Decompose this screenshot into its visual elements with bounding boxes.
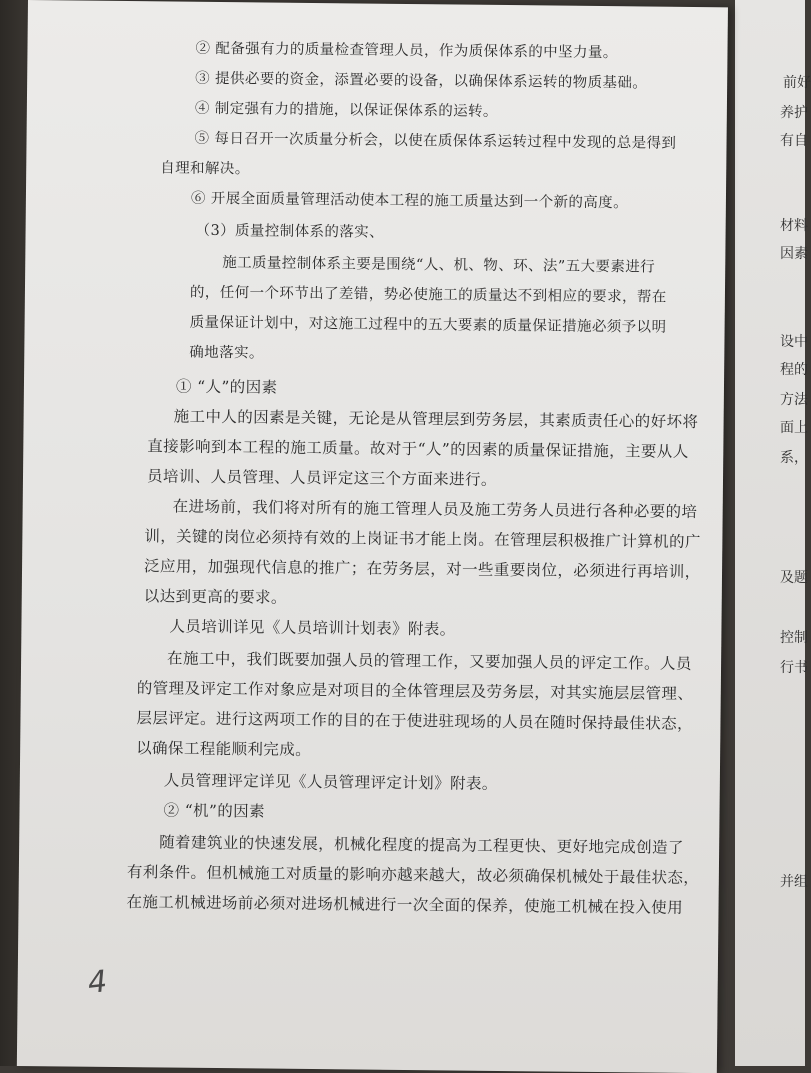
text-line: 施工中人的因素是关键，无论是从管理层到劳务层，其素质责任心的好坏将	[173, 407, 699, 432]
adjacent-fragment: 系，	[780, 450, 808, 466]
adjacent-fragment: 材料	[780, 218, 808, 234]
text-line: 直接影响到本工程的施工质量。故对于“人”的因素的质量保证措施，主要从人	[147, 437, 689, 461]
list-item: ⑤ 每日召开一次质量分析会，以使在质保体系运转过程中发现的总是得到	[194, 130, 677, 152]
text-line: 员培训、人员管理、人员评定这三个方面来进行。	[146, 467, 497, 489]
text-line: 在进场前，我们将对所有的施工管理人员及施工劳务人员进行各种必要的培	[172, 497, 698, 522]
list-item: ③ 提供必要的资金，添置必要的设备，以确保体系运转的物质基础。	[195, 70, 648, 92]
text-line: 在施工机械进场前必须对进场机械进行一次全面的保养，使施工机械在投入使用	[126, 893, 684, 917]
text-line: 的管理及评定工作对象应是对项目的全体管理层及劳务层，对其实施层层管理、	[136, 679, 694, 704]
intro-paragraph	[189, 248, 667, 373]
intro-line: 的，任何一个环节出了差错，势必使施工的质量达不到相应的要求，帮在	[189, 284, 667, 306]
adjacent-fragment: 面上	[780, 420, 808, 436]
intro-line: 质量保证计划中，对这施工过程中的五大要素的质量保证措施必须予以明	[189, 314, 667, 336]
list-item-continuation	[160, 153, 250, 184]
text-line: 泛应用，加强现代信息的推广；在劳务层，对一些重要岗位，必须进行再培训，	[143, 557, 701, 582]
adjacent-fragment: 因素	[780, 246, 808, 262]
factor2-paragraph-1	[126, 827, 699, 923]
factor1-paragraph-2	[144, 491, 702, 617]
adjacent-fragment: 前好	[783, 75, 811, 91]
adjacent-fragment: 程的	[780, 362, 808, 378]
text-line: 层层评定。进行这两项工作的目的在于使进驻现场的人员在随时保持最佳状态，	[136, 709, 694, 734]
factor1-paragraph-5: 人员管理评定详见《人员管理评定计划》附表。	[163, 771, 498, 793]
factor1-paragraph-1	[147, 401, 699, 497]
intro-line: 施工质量控制体系主要是围绕“人、机、物、环、法”五大要素进行	[222, 255, 656, 276]
adjacent-fragment: 控制	[780, 630, 808, 646]
factor2-heading: ② “机”的因素	[163, 801, 266, 821]
adjacent-fragment: 设中	[780, 334, 808, 350]
text-line: 训，关键的岗位必须持有效的上岗证书才能上岗。在管理层积极推广计算机的广	[144, 527, 701, 552]
list-item: ⑥ 开展全面质量管理活动使本工程的施工质量达到一个新的高度。	[190, 190, 629, 212]
text-line: 在施工中，我们既要加强人员的管理工作，又要加强人员的评定工作。人员	[167, 649, 692, 673]
adjacent-fragment: 养护	[780, 105, 808, 121]
list-item: ② 配备强有力的质量检查管理人员，作为质保体系的中坚力量。	[195, 40, 618, 62]
text-line: 以达到更高的要求。	[143, 587, 287, 607]
adjacent-page	[735, 0, 811, 1066]
adjacent-fragment: 方法	[780, 392, 808, 408]
handwritten-page-number: 4	[86, 964, 109, 1001]
text-line: 以确保工程能顺利完成。	[136, 739, 312, 760]
adjacent-fragment: 并组	[780, 874, 808, 890]
list-item-6	[191, 184, 628, 219]
list-item: ④ 制定强有力的措施，以保证保体系的运转。	[194, 100, 498, 120]
section-heading: （3）质量控制体系的落实、	[195, 222, 385, 241]
intro-line: 确地落实。	[189, 344, 264, 362]
list-item: 自理和解决。	[160, 160, 250, 178]
list-block	[194, 34, 677, 159]
document-page	[17, 0, 728, 1073]
adjacent-fragment: 有自	[780, 133, 808, 149]
factor1-paragraph-4	[136, 643, 694, 769]
factor1-paragraph-3: 人员培训详见《人员培训计划表》附表。	[169, 617, 456, 639]
factor1-heading: ① “人”的因素	[175, 377, 278, 397]
text-line: 有利条件。但机械施工对质量的影响亦越来越大，故必须确保机械处于最佳状态，	[126, 863, 700, 888]
text-line: 随着建筑业的快速发展，机械化程度的提高为工程更快、更好地完成创造了	[159, 833, 684, 857]
adjacent-fragment: 及题	[780, 570, 808, 586]
adjacent-fragment: 行书	[780, 660, 808, 676]
